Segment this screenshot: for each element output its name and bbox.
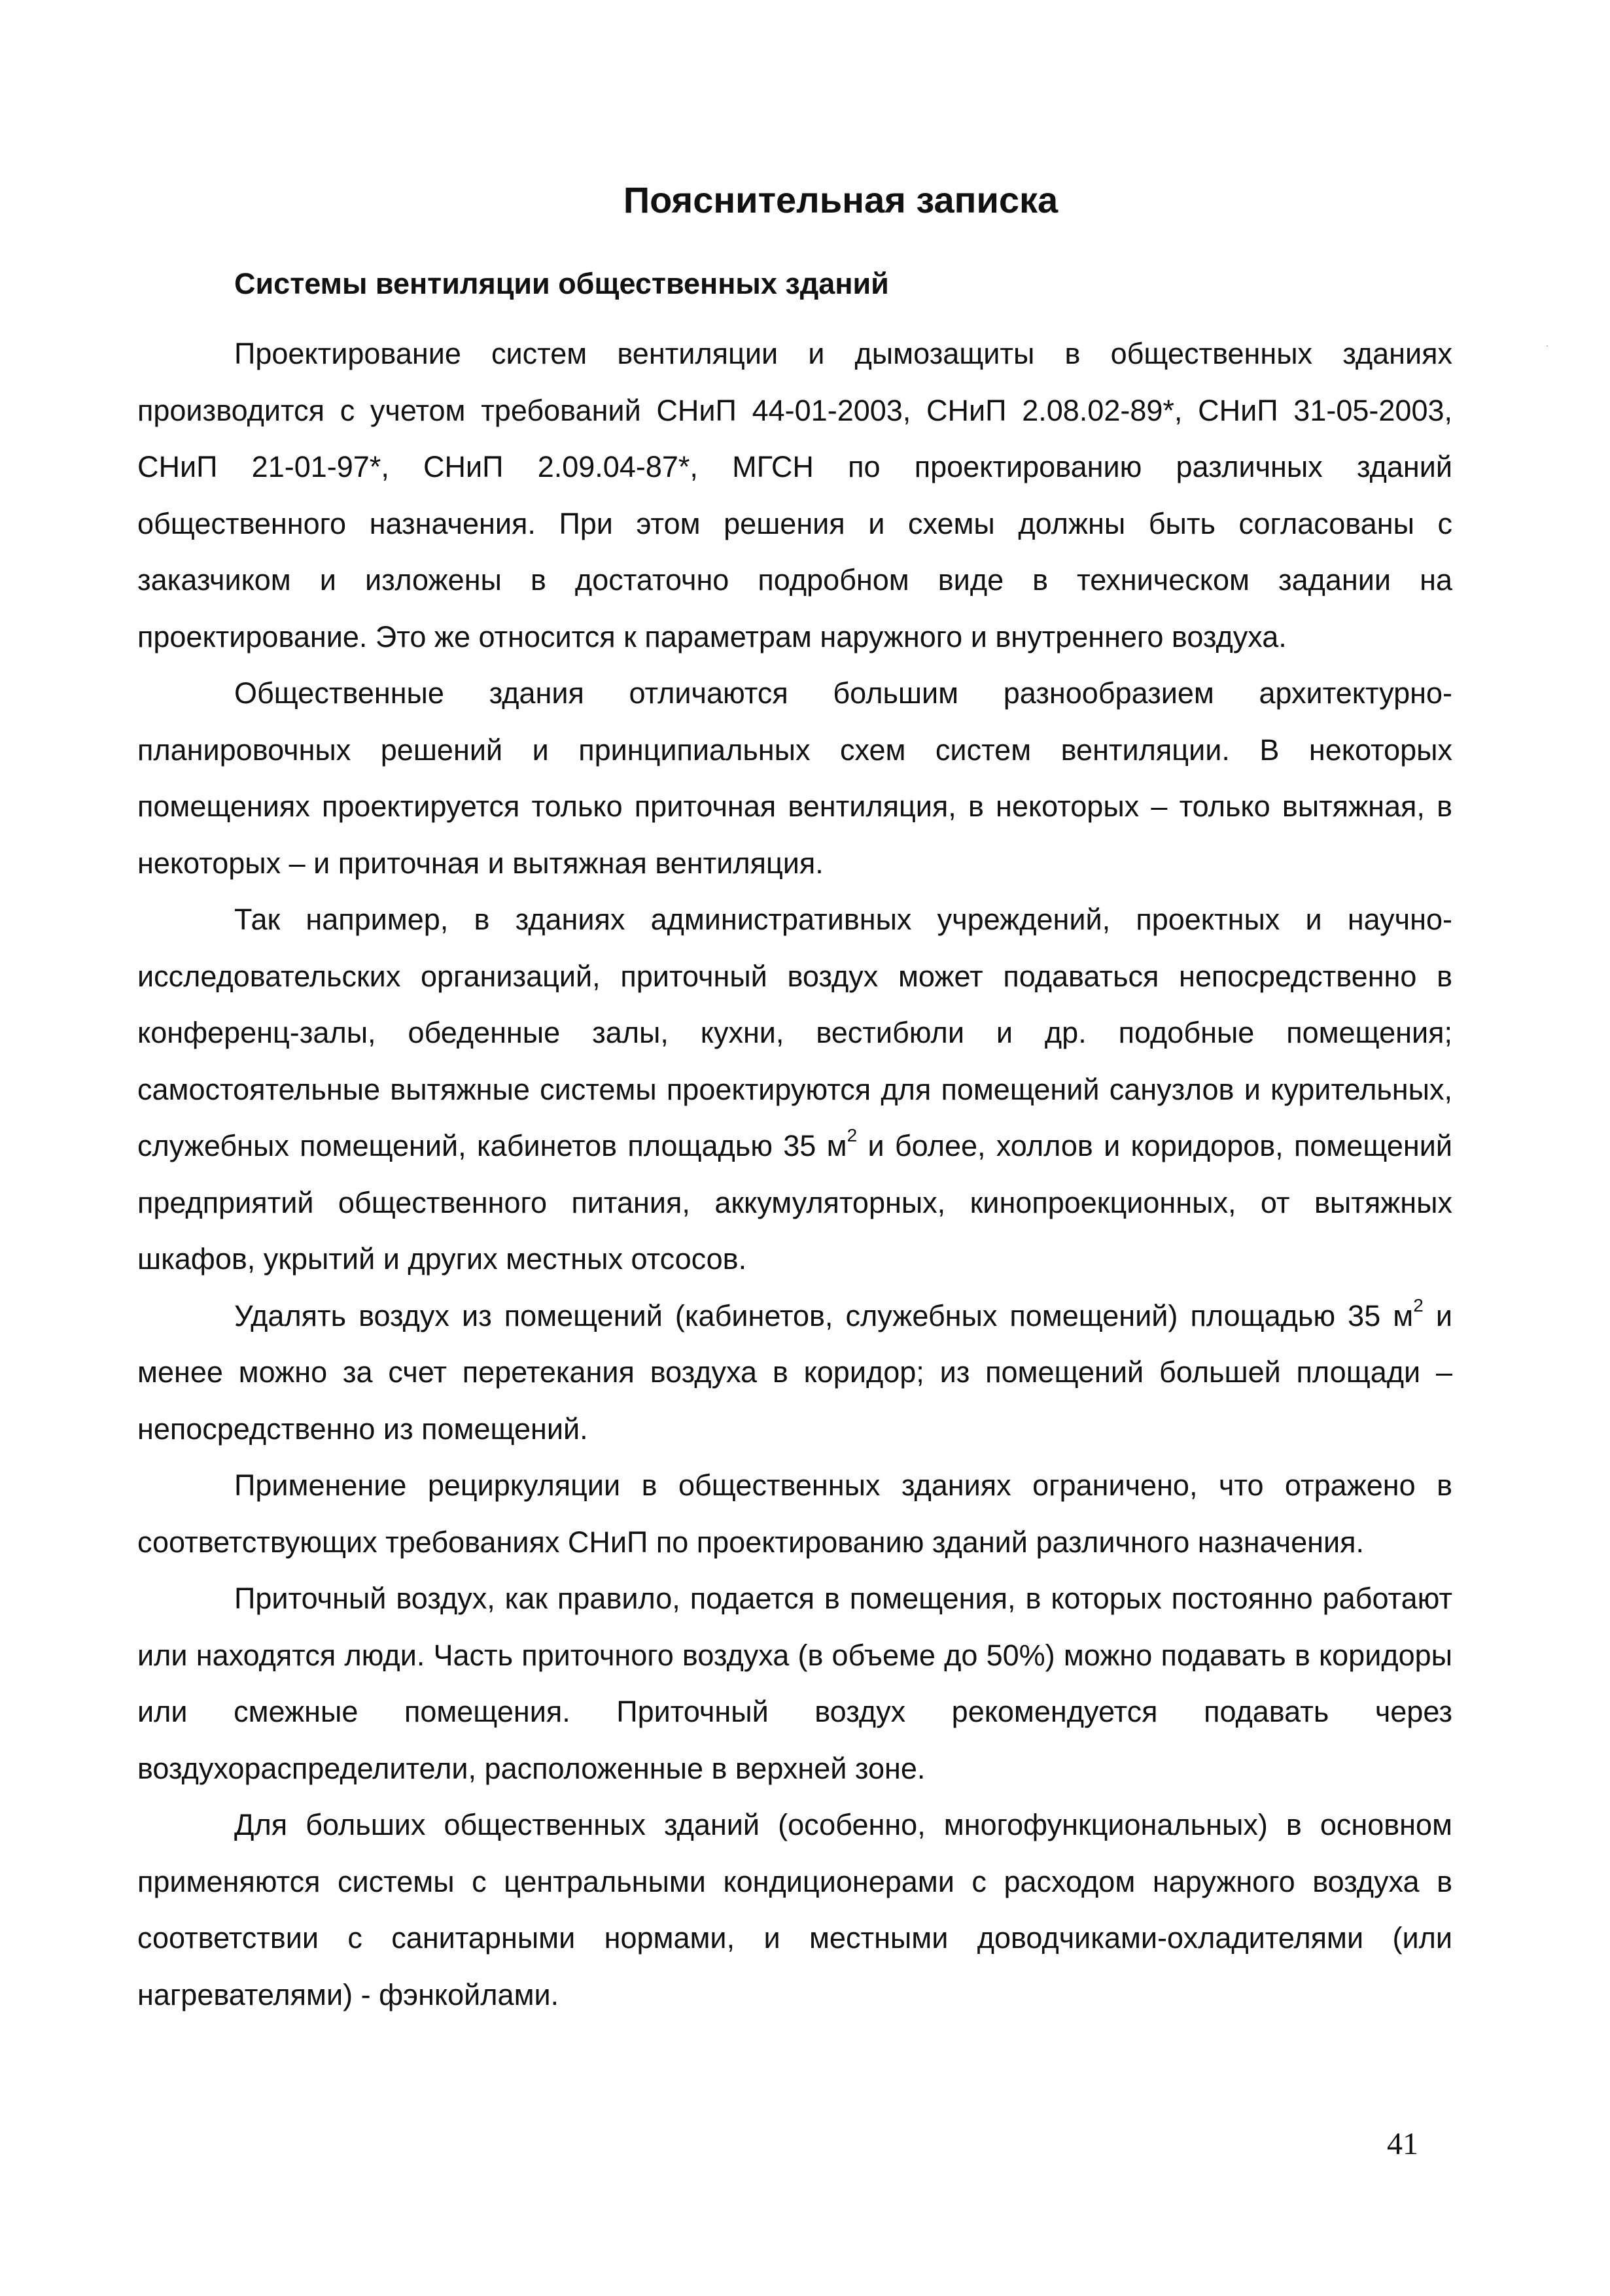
- paragraph-4: [137, 1288, 1452, 1458]
- paragraph-5: Применение рециркуляции в общественных зданиях ограничено, что отражено в соответствующих требованиях СНиП по проектированию зданий различного назначения.: [137, 1469, 1452, 1559]
- paragraph-4-text-b: и менее можно за счет перетекания воздуха в коридор; из помещений большей площади – непосредственно из помещений.: [137, 1298, 1452, 1446]
- page-number: 41: [1387, 2127, 1418, 2161]
- superscript-2: 2: [847, 1125, 858, 1145]
- paragraph-3: [137, 892, 1452, 1288]
- paragraph-4-text-a: Удалять воздух из помещений (кабинетов, служебных помещений) площадью 35 м: [234, 1298, 1414, 1332]
- section-subtitle: Системы вентиляции общественных зданий: [234, 267, 889, 300]
- paragraph-1: Проектирование систем вентиляции и дымозащиты в общественных зданиях производится с учетом требований СНиП 44-01-2003, СНиП 2.08.02-89*, СНиП 31-05-2003, СНиП 21-01-97*, СНиП 2.09.04-87*, МГСН по проектированию различных зданий общественного назначения. При этом решения и схемы должны быть согласованы с заказчиком и изложены в достаточно подробном виде в техническом задании на проектирование. Это же относится к параметрам наружного и внутреннего воздуха.: [137, 337, 1452, 653]
- paragraph-2: Общественные здания отличаются большим разнообразием архитектурно-планировочных решений и принципиальных схем систем вентиляции. В некоторых помещениях проектируется только приточная вентиляция, в некоторых – только вытяжная, в некоторых – и приточная и вытяжная вентиляция.: [137, 676, 1452, 880]
- paragraph-3-text-a: Так например, в зданиях административных учреждений, проектных и научно-исследовательских организаций, приточный воздух может подаваться непосредственно в конференц-залы, обеденные залы, кухни, вестибюли и др. подобные помещения; самостоятельные вытяжные системы проектируются для помещений санузлов и курительных, служебных помещений, кабинетов площадью 35 м: [137, 903, 1452, 1162]
- document-page: [137, 177, 1452, 2023]
- paragraph-3-text-b: и более, холлов и коридоров, помещений предприятий общественного питания, аккумуляторных, кинопроекционных, от вытяжных шкафов, укрытий и других местных отсосов.: [137, 1129, 1452, 1276]
- document-title: Пояснительная записка: [623, 179, 1059, 220]
- paragraph-6: Приточный воздух, как правило, подается в помещения, в которых постоянно работают или находятся люди. Часть приточного воздуха (в объеме до 50%) можно подавать в коридоры или смежные помещения. Приточный воздух рекомендуется подавать через воздухораспределители, расположенные в верхней зоне.: [137, 1582, 1452, 1785]
- superscript-2: 2: [1413, 1295, 1424, 1315]
- paragraph-7: Для больших общественных зданий (особенно, многофункциональных) в основном применяются системы с центральными кондиционерами с расходом наружного воздуха в соответствии с санитарными нормами, и местными доводчиками-охладителями (или нагревателями) - фэнкойлами.: [137, 1808, 1452, 2011]
- scan-speck: [1547, 345, 1548, 347]
